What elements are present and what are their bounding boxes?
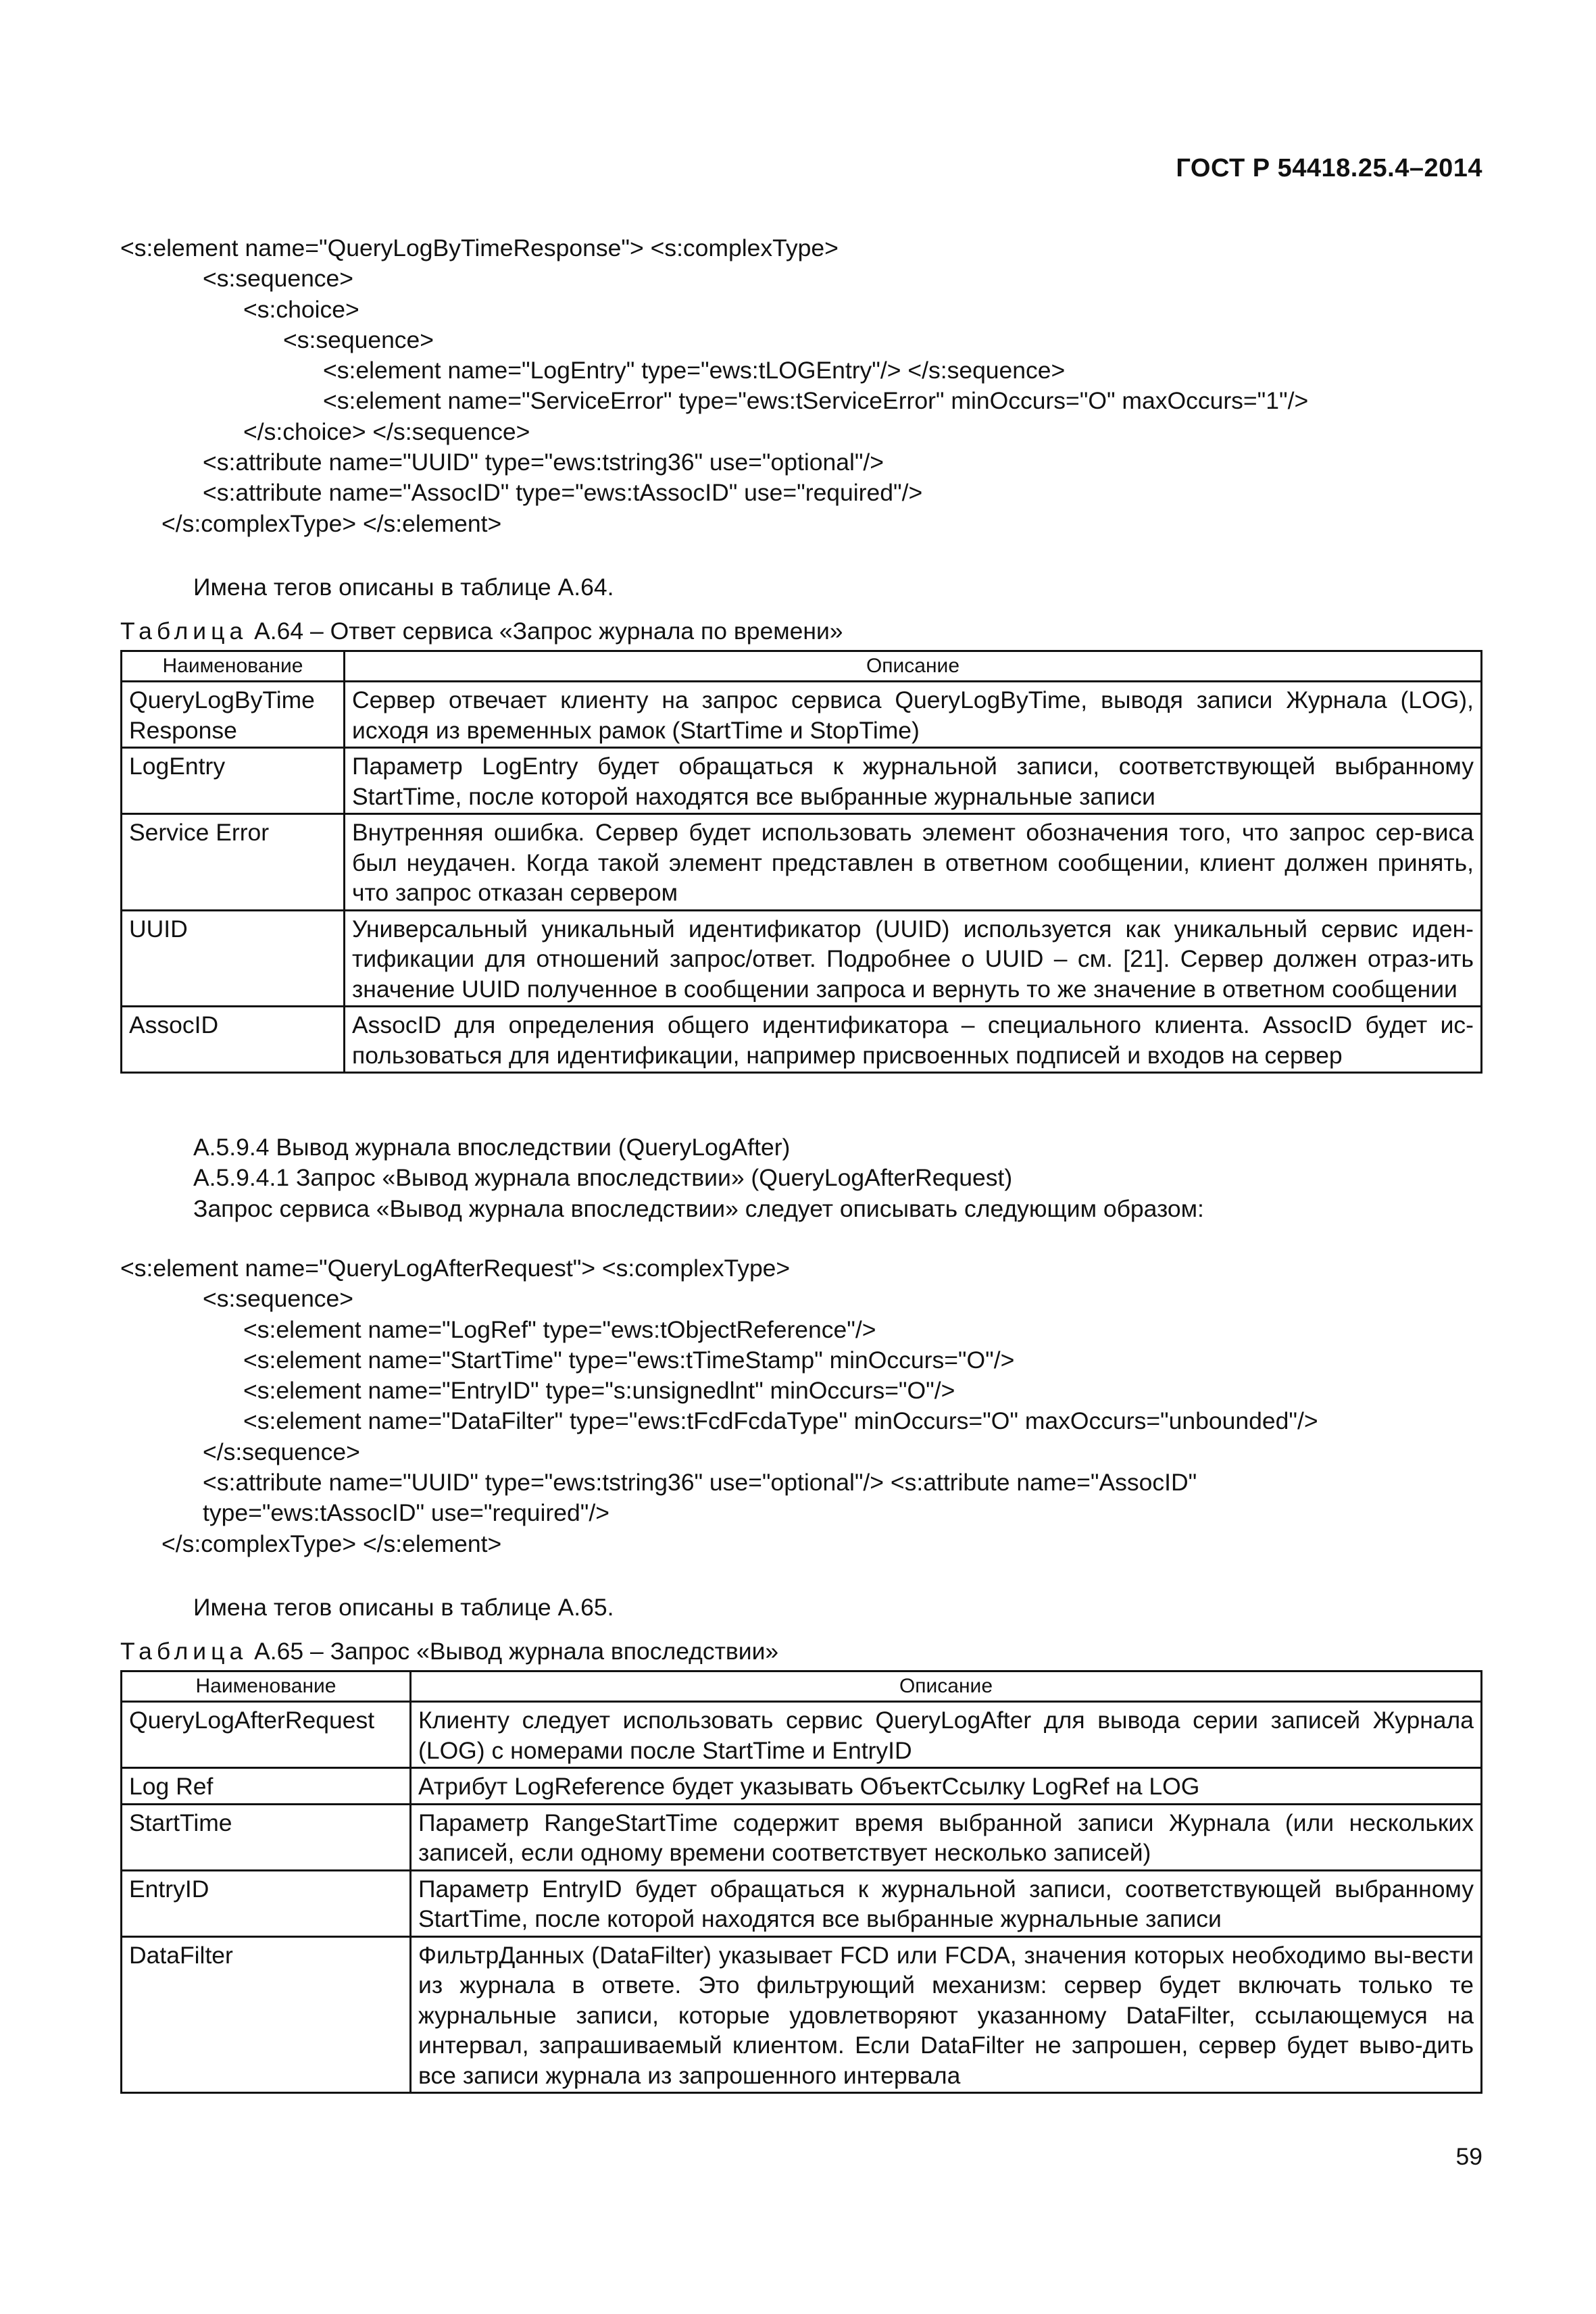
code-line: </s:choice> </s:sequence> <box>243 418 530 445</box>
xml-schema-query-log-by-time-response <box>120 233 1308 539</box>
table-row <box>122 1768 1482 1805</box>
cell-description: Внутренняя ошибка. Сервер будет использовать элемент обозначения того, что запрос сер-виса был неудачен. Когда такой элемент представлен в ответном сообщении, клиент должен принять, что запрос отказан сервером <box>345 814 1482 911</box>
section-title: А.5.9.4 Вывод журнала впоследствии (QueryLogAfter) <box>193 1134 791 1161</box>
cell-description: Универсальный уникальный идентификатор (UUID) используется как уникальный сервис иден-тификации для отношений запрос/ответ. Подробнее о UUID – см. [21]. Сервер должен отраз-ить значение UUID полученное в сообщении запроса и вернуть то же значение в ответном сообщении <box>345 910 1482 1007</box>
table-caption-label: Таблица <box>120 618 248 645</box>
cell-description: ФильтрДанных (DataFilter) указывает FCD или FCDA, значения которых необходимо вы-вести из журнала в ответе. Это фильтрующий механизм: сервер будет включать только те журнальные записи, которые удовлетворяют указанному DataFilter, ссылающемуся на интервал, запрашиваемый клиентом. Если DataFilter не запрошен, сервер будет выво-дить все записи журнала из запрошенного интервала <box>411 1936 1482 2093</box>
cell-name: Service Error <box>122 814 345 911</box>
cell-description: Атрибут LogReference будет указывать ОбъектСсылку LogRef на LOG <box>411 1768 1482 1805</box>
code-line: <s:sequence> <box>203 1285 354 1313</box>
page-number: 59 <box>1455 2143 1482 2170</box>
cell-name: QueryLogAfterRequest <box>122 1702 411 1768</box>
code-line: <s:choice> <box>243 295 359 323</box>
table-header-row <box>122 1671 1482 1702</box>
table-caption-a65 <box>120 1638 778 1665</box>
cell-name: QueryLogByTime Response <box>122 682 345 748</box>
table-a64 <box>120 650 1482 1074</box>
section-heading-block <box>193 1132 1204 1224</box>
cell-description: Параметр EntryID будет обращаться к журнальной записи, соответствующей выбранному StartTime, после которой находятся все выбранные журнальные записи <box>411 1870 1482 1936</box>
table-row <box>122 748 1482 814</box>
code-line: <s:attribute name="UUID" type="ews:tstring36" use="optional"/> <s:attribute name="AssocID" <box>203 1469 1197 1496</box>
table-caption-a64 <box>120 618 843 645</box>
cell-description: Параметр LogEntry будет обращаться к журнальной записи, соответствующей выбранному StartTime, после которой находятся все выбранные журнальные записи <box>345 748 1482 814</box>
table-row <box>122 814 1482 911</box>
subsection-title: А.5.9.4.1 Запрос «Вывод журнала впоследствии» (QueryLogAfterRequest) <box>193 1164 1013 1192</box>
table-row <box>122 1870 1482 1936</box>
cell-name: AssocID <box>122 1007 345 1073</box>
table-row <box>122 910 1482 1007</box>
code-line: type="ews:tAssocID" use="required"/> <box>203 1499 609 1527</box>
cell-description: AssocID для определения общего идентификатора – специального клиента. AssocID будет ис-пользоваться для идентификации, например присвоенных подписей и входов на сервер <box>345 1007 1482 1073</box>
column-header-name: Наименование <box>122 651 345 682</box>
table-header-row <box>122 651 1482 682</box>
table-row <box>122 1702 1482 1768</box>
code-line: <s:sequence> <box>203 265 354 293</box>
table-row <box>122 682 1482 748</box>
cell-name: StartTime <box>122 1804 411 1870</box>
cell-name: UUID <box>122 910 345 1007</box>
code-line: <s:attribute name="UUID" type="ews:tstring36" use="optional"/> <box>203 449 884 476</box>
code-line: <s:element name="QueryLogByTimeResponse"> <s:complexType> <box>120 234 839 261</box>
table-caption-label: Таблица <box>120 1638 248 1665</box>
document-id: ГОСТ Р 54418.25.4–2014 <box>1176 154 1482 182</box>
code-line: <s:attribute name="AssocID" type="ews:tAssocID" use="required"/> <box>203 479 923 507</box>
column-header-description: Описание <box>345 651 1482 682</box>
column-header-name: Наименование <box>122 1671 411 1702</box>
xml-schema-query-log-after-request <box>120 1253 1318 1559</box>
code-line: <s:sequence> <box>283 326 434 353</box>
section-intro-text: Запрос сервиса «Вывод журнала впоследствии» следует описывать следующим образом: <box>193 1194 1204 1222</box>
code-line: <s:element name="LogEntry" type="ews:tLOGEntry"/> </s:sequence> <box>323 357 1066 384</box>
cell-description: Клиенту следует использовать сервис QueryLogAfter для вывода серии записей Журнала (LOG) с номерами после StartTime и EntryID <box>411 1702 1482 1768</box>
code-line: <s:element name="LogRef" type="ews:tObjectReference"/> <box>243 1315 876 1343</box>
code-line: <s:element name="ServiceError" type="ews:tServiceError" minOccurs="O" maxOccurs="1"/> <box>323 387 1309 415</box>
paragraph-tag-reference-a64: Имена тегов описаны в таблице А.64. <box>193 574 614 601</box>
code-line: <s:element name="QueryLogAfterRequest"> <s:complexType> <box>120 1255 791 1282</box>
table-row <box>122 1007 1482 1073</box>
cell-name: LogEntry <box>122 748 345 814</box>
code-line: <s:element name="StartTime" type="ews:tTimeStamp" minOccurs="O"/> <box>243 1346 1015 1374</box>
cell-name: DataFilter <box>122 1936 411 2093</box>
code-line: <s:element name="DataFilter" type="ews:tFcdFcdaType" minOccurs="O" maxOccurs="unbounded"/> <box>243 1407 1318 1435</box>
table-row <box>122 1936 1482 2093</box>
code-line: </s:sequence> <box>203 1438 360 1465</box>
paragraph-tag-reference-a65: Имена тегов описаны в таблице А.65. <box>193 1594 614 1621</box>
table-caption-title: А.65 – Запрос «Вывод журнала впоследствии» <box>247 1638 779 1665</box>
cell-name: EntryID <box>122 1870 411 1936</box>
table-a65 <box>120 1670 1482 2094</box>
code-line: </s:complexType> </s:element> <box>161 1530 502 1557</box>
column-header-description: Описание <box>411 1671 1482 1702</box>
table-row <box>122 1804 1482 1870</box>
cell-description: Сервер отвечает клиенту на запрос сервиса QueryLogByTime, выводя записи Журнала (LOG), исходя из временных рамок (StartTime и StopTime) <box>345 682 1482 748</box>
table-caption-title: А.64 – Ответ сервиса «Запрос журнала по времени» <box>247 618 843 645</box>
code-line: <s:element name="EntryID" type="s:unsignedlnt" minOccurs="O"/> <box>243 1377 955 1405</box>
code-line: </s:complexType> </s:element> <box>161 509 502 537</box>
cell-description: Параметр RangeStartTime содержит время выбранной записи Журнала (или нескольких записей, если одному времени соответствует несколько записей) <box>411 1804 1482 1870</box>
cell-name: Log Ref <box>122 1768 411 1805</box>
